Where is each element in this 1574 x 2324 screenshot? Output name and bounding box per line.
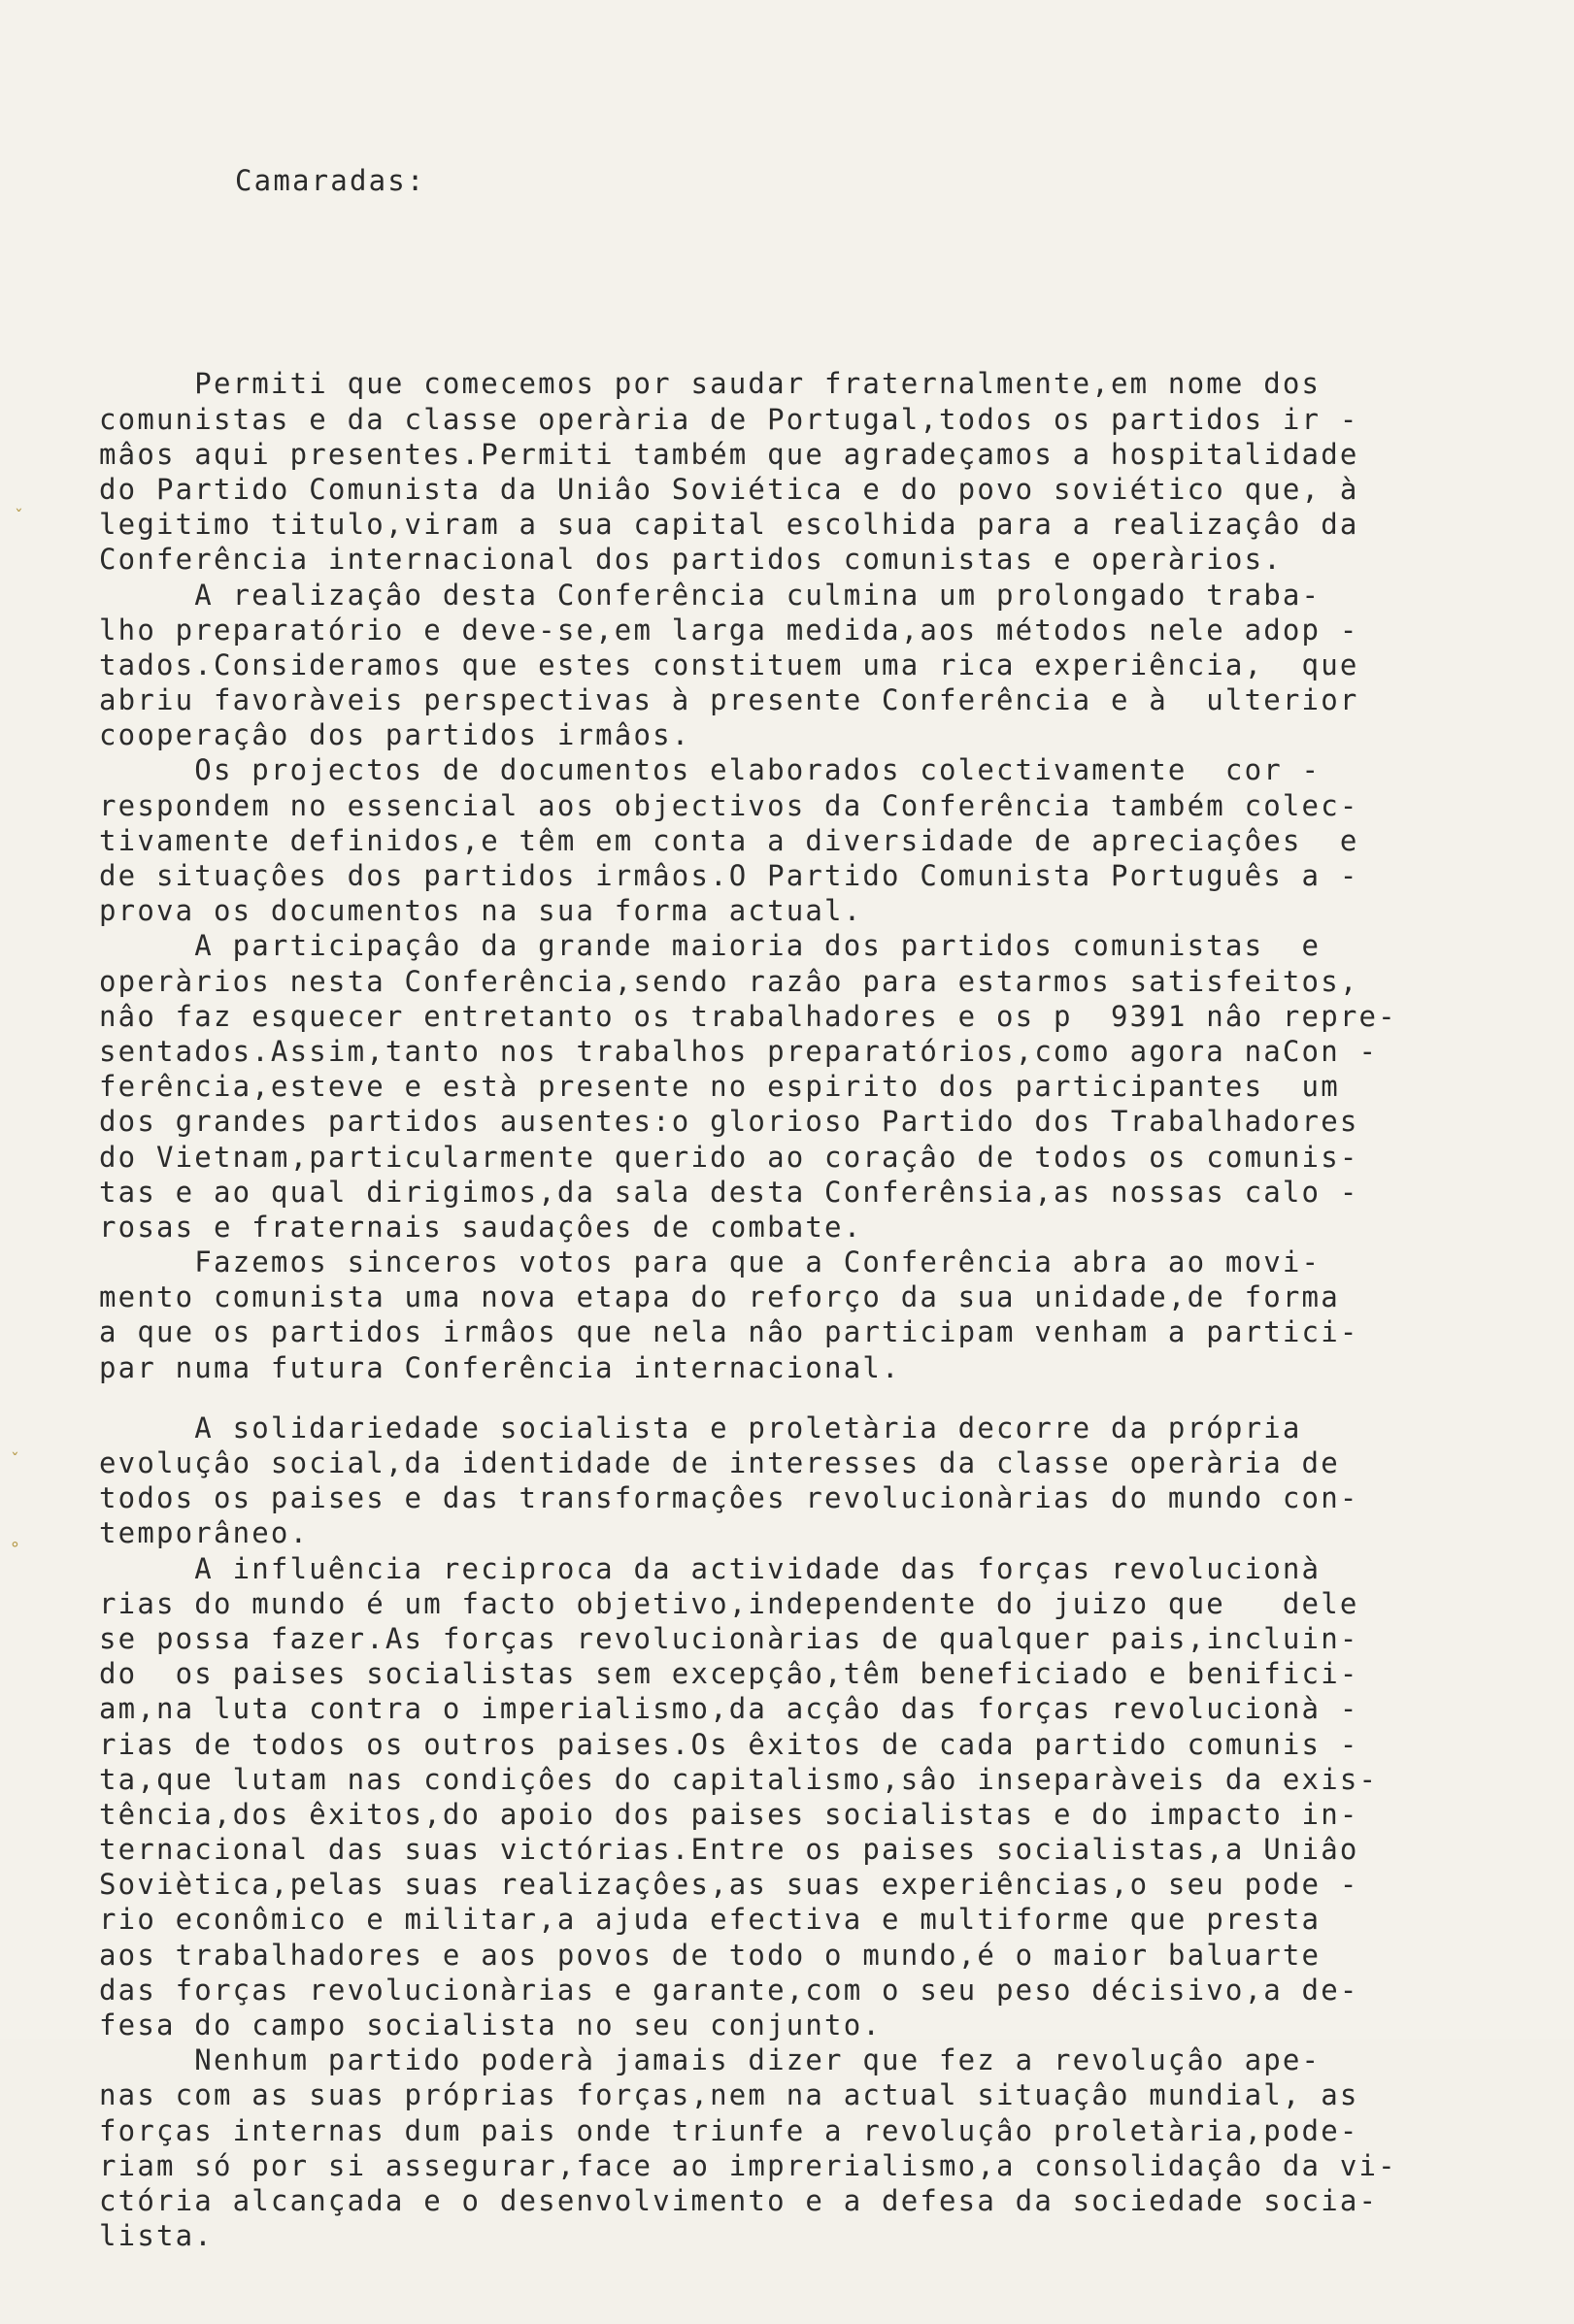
text-line: A participaçâo da grande maioria dos partidos comunistas e [99, 929, 1322, 963]
text-line: comunistas e da classe operària de Portugal,todos os partidos ir - [99, 402, 1359, 436]
text-line: das forças revolucionàrias e garante,com o seu peso décisivo,a de- [99, 1973, 1359, 2007]
text-line: ferência,esteve e està presente no espirito dos participantes um [99, 1070, 1340, 1104]
text-line: Nenhum partido poderà jamais dizer que fez a revoluçâo ape- [99, 2043, 1322, 2077]
text-line: nâo faz esquecer entretanto os trabalhadores e os p 9391 nâo repre- [99, 999, 1397, 1033]
paragraph [99, 928, 1439, 1245]
paragraph-spacer [99, 1385, 1439, 1411]
text-line: A solidariedade socialista e proletària decorre da própria [99, 1411, 1302, 1444]
text-line: rosas e fraternais saudaçôes de combate. [99, 1210, 863, 1244]
text-line: operàrios nesta Conferência,sendo razâo para estarmos satisfeitos, [99, 964, 1359, 998]
margin-tick-mark: ˇ [14, 507, 24, 527]
spacer [99, 269, 1439, 296]
text-line: ta,que lutam nas condiçôes do capitalismo,sâo inseparàveis da exis- [99, 1762, 1379, 1796]
text-line: temporâneo. [99, 1516, 310, 1550]
text-line: prova os documentos na sua forma actual. [99, 894, 863, 928]
text-line: do Partido Comunista da Uniâo Soviética e do povo soviético que, à [99, 472, 1359, 506]
text-line: abriu favoràveis perspectivas à presente Conferência e à ulterior [99, 683, 1359, 717]
text-line: de situaçôes dos partidos irmâos.O Partido Comunista Português a - [99, 859, 1359, 893]
paragraph [99, 2042, 1439, 2253]
text-line: tência,dos êxitos,do apoio dos paises socialistas e do impacto in- [99, 1797, 1359, 1831]
text-line: dos grandes partidos ausentes:o glorioso Partido dos Trabalhadores [99, 1105, 1359, 1139]
text-line: A realizaçâo desta Conferência culmina um prolongado traba- [99, 578, 1322, 612]
text-line: nas com as suas próprias forças,nem na actual situaçâo mundial, as [99, 2078, 1359, 2112]
margin-dot-mark: ° [10, 1539, 20, 1559]
text-line: lho preparatório e deve-se,em larga medida,aos métodos nele adop - [99, 613, 1359, 647]
text-line: tas e ao qual dirigimos,da sala desta Conferênsia,as nossas calo - [99, 1175, 1359, 1209]
paragraph [99, 752, 1439, 928]
text-line: todos os paises e das transformaçôes revolucionàrias do mundo con- [99, 1481, 1359, 1515]
text-line: forças internas dum pais onde triunfe a revoluçâo proletària,pode- [99, 2113, 1359, 2147]
text-line: cooperaçâo dos partidos irmâos. [99, 718, 691, 752]
text-line: riam só por si assegurar,face ao imprerialismo,a consolidaçâo da vi- [99, 2148, 1397, 2182]
text-line: Conferência internacional dos partidos comunistas e operàrios. [99, 543, 1283, 577]
text-line: Soviètica,pelas suas realizaçôes,as suas experiências,o seu pode - [99, 1868, 1359, 1902]
paragraph [99, 1245, 1439, 1385]
text-line: A influência reciproca da actividade das forças revolucionà [99, 1551, 1322, 1585]
document-body [99, 93, 1439, 2324]
salutation: Camaradas: [235, 164, 426, 198]
text-line: aos trabalhadores e aos povos de todo o mundo,é o maior baluarte [99, 1938, 1322, 1972]
text-line: tivamente definidos,e têm em conta a diversidade de apreciaçôes e [99, 823, 1359, 857]
text-line: ternacional das suas victórias.Entre os paises socialistas,a Uniâo [99, 1833, 1359, 1867]
text-line: Permiti que comecemos por saudar fraternalmente,em nome dos [99, 367, 1322, 401]
text-line: Os projectos de documentos elaborados colectivamente cor - [99, 753, 1322, 787]
text-line: se possa fazer.As forças revolucionàrias de qualquer pais,incluin- [99, 1621, 1359, 1655]
text-line: rias de todos os outros paises.Os êxitos de cada partido comunis - [99, 1727, 1359, 1761]
text-line: respondem no essencial aos objectivos da Conferência também colec- [99, 788, 1359, 822]
text-line: fesa do campo socialista no seu conjunto. [99, 2009, 883, 2042]
text-line: do Vietnam,particularmente querido ao coraçâo de todos os comunis- [99, 1140, 1359, 1174]
text-line: do os paises socialistas sem excepçâo,têm beneficiado e benifici- [99, 1657, 1359, 1691]
paragraph [99, 1411, 1439, 1551]
margin-tick-mark: ˇ [10, 1450, 20, 1471]
paragraph [99, 366, 1439, 577]
paragraph-list [99, 366, 1439, 2253]
text-line: Fazemos sinceros votos para que a Conferência abra ao movi- [99, 1245, 1322, 1279]
text-line: rio econômico e militar,a ajuda efectiva e multiforme que presta [99, 1903, 1322, 1937]
text-line: lista. [99, 2219, 214, 2253]
text-line: am,na luta contra o imperialismo,da acçâo das forças revolucionà - [99, 1692, 1359, 1726]
text-line: mento comunista uma nova etapa do reforço da sua unidade,de forma [99, 1280, 1340, 1314]
text-line: ctória alcançada e o desenvolvimento e a defesa da sociedade socia- [99, 2183, 1379, 2217]
text-line: par numa futura Conferência internacional. [99, 1350, 901, 1384]
text-line: sentados.Assim,tanto nos trabalhos preparatórios,como agora naCon - [99, 1034, 1379, 1068]
paragraph [99, 578, 1439, 753]
text-line: rias do mundo é um facto objetivo,independente do juizo que dele [99, 1586, 1359, 1620]
text-line: legitimo titulo,viram a sua capital escolhida para a realizaçâo da [99, 508, 1359, 542]
text-line: mâos aqui presentes.Permiti também que agradeçamos a hospitalidade [99, 437, 1359, 471]
paragraph [99, 1551, 1439, 2043]
text-line: tados.Consideramos que estes constituem uma rica experiência, que [99, 647, 1359, 681]
text-line: evoluçâo social,da identidade de interesses da classe operària de [99, 1446, 1340, 1480]
text-line: a que os partidos irmâos que nela nâo participam venham a partici- [99, 1315, 1359, 1349]
